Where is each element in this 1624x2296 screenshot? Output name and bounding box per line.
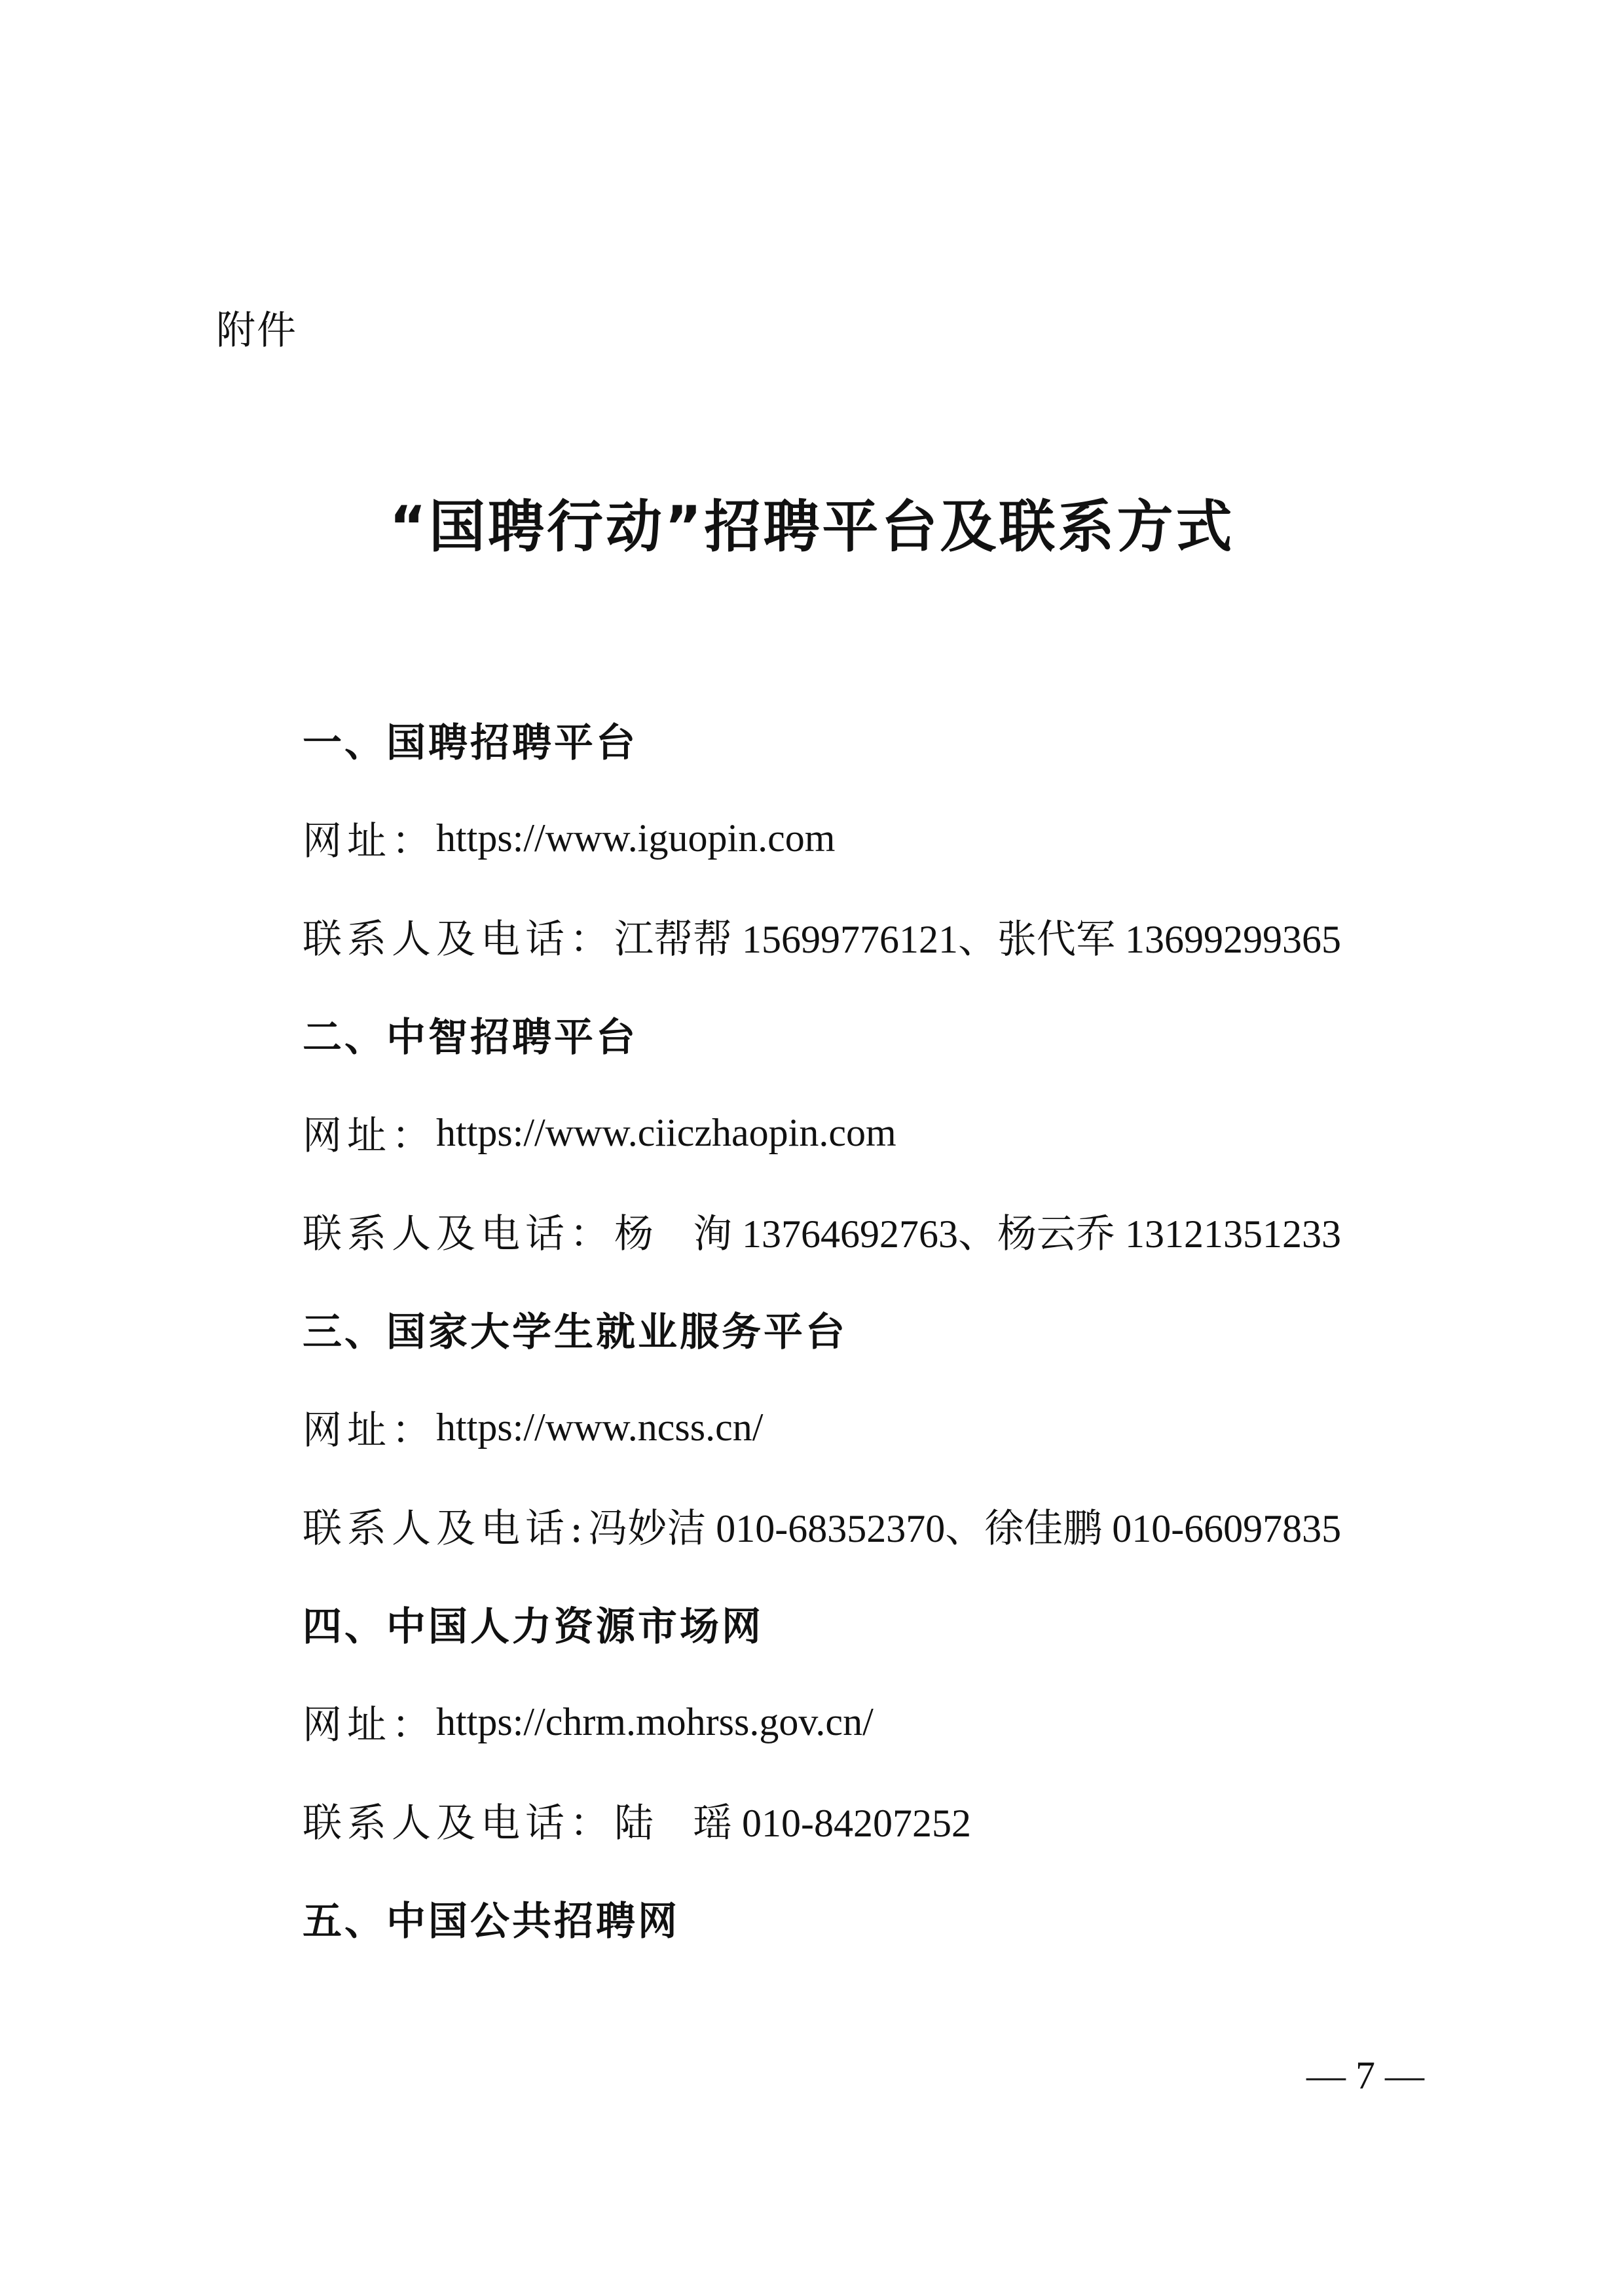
contact-value: 江帮帮 15699776121、张代军 13699299365 — [614, 918, 1341, 961]
content-body — [303, 691, 1455, 1967]
document-title: “国聘行动”招聘平台及联系方式 — [389, 494, 1235, 560]
attachment-label: 附件 — [216, 308, 297, 354]
page-number: — 7 — — [1306, 2054, 1424, 2097]
url-line — [303, 789, 1455, 887]
url-link[interactable]: https://chrm.mohrss.gov.cn/ — [436, 1700, 874, 1743]
contact-line — [303, 887, 1455, 985]
contact-label: 联系人及电话： — [303, 1800, 614, 1846]
url-label: 网址： — [303, 1702, 436, 1748]
url-line — [303, 1673, 1455, 1771]
url-link[interactable]: https://www.ncss.cn/ — [436, 1405, 764, 1449]
url-link[interactable]: https://www.ciiczhaopin.com — [436, 1110, 896, 1154]
section-heading: 五、中国公共招聘网 — [303, 1899, 680, 1944]
contact-value: 陆 瑶 010-84207252 — [614, 1802, 971, 1845]
url-label: 网址： — [303, 1113, 436, 1159]
section-heading: 一、国聘招聘平台 — [303, 720, 638, 766]
url-label: 网址： — [303, 818, 436, 864]
contact-line — [303, 1182, 1455, 1280]
contact-label: 联系人及电话: — [303, 1506, 589, 1552]
section-heading: 四、中国人力资源市场网 — [303, 1604, 764, 1650]
url-label: 网址： — [303, 1408, 436, 1453]
url-link[interactable]: https://www.iguopin.com — [436, 816, 836, 860]
contact-line — [303, 1771, 1455, 1869]
contact-label: 联系人及电话： — [303, 1211, 614, 1257]
contact-line — [303, 1476, 1455, 1575]
url-line — [303, 1084, 1455, 1182]
contact-value: 冯妙洁 010-68352370、徐佳鹏 010-66097835 — [588, 1507, 1342, 1550]
section-heading: 二、中智招聘平台 — [303, 1015, 638, 1061]
contact-label: 联系人及电话： — [303, 917, 614, 962]
contact-value: 杨 洵 13764692763、杨云乔 13121351233 — [614, 1212, 1341, 1256]
url-line — [303, 1378, 1455, 1476]
section-heading: 三、国家大学生就业服务平台 — [303, 1309, 847, 1355]
